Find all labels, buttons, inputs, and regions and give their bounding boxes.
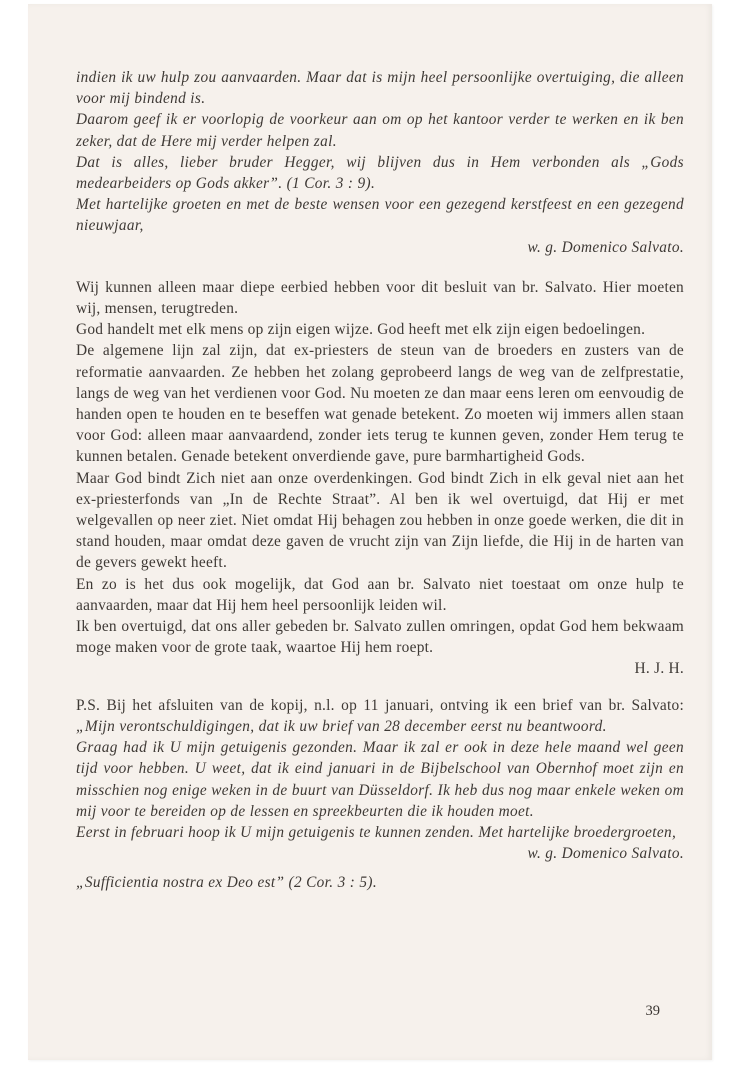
commentary-paragraph: De algemene lijn zal zijn, dat ex-priesters de steun van de broeders en zusters van de reformatie aanvaarden. Ze hebben het zolang geprobeerd langs de weg van de zelfprestatie, langs de weg van het verdienen voor God. Nu moeten ze dan maar eens leren om eenvoudig de handen open te houden en te beseffen wat genade betekent. Zo moeten wij immers allen staan voor God: alleen maar aanvaardend, zonder iets terug te kunnen geven, zonder Hem terug te kunnen betalen. Genade betekent onverdiende gave, pure barmhartigheid Gods.	[76, 342, 684, 466]
letter-paragraph: Met hartelijke groeten en met de beste wensen voor een gezegend kerstfeest en een gezegend nieuwjaar,	[76, 196, 684, 235]
postscript-signature: w. g. Domenico Salvato.	[527, 845, 684, 863]
commentary-paragraph: God handelt met elk mens op zijn eigen wijze. God heeft met elk zijn eigen bedoelingen.	[76, 321, 646, 339]
latin-motto: „Sufficientia nostra ex Deo est” (2 Cor. 3 : 5).	[76, 874, 378, 892]
commentary-paragraph: Maar God bindt Zich niet aan onze overdenkingen. God bindt Zich in elk geval niet aan het ex-priesterfonds van „In de Rechte Straat”. Al ben ik wel overtuigd, dat Hij er met welgevallen op neer ziet. Niet omdat Hij behagen zou hebben in onze goede werken, die dit in stand houden, maar omdat deze gaven de vrucht zijn van Zijn liefde, die Hij in de harten van de gevers gewekt heeft.	[76, 469, 684, 572]
postscript	[76, 695, 684, 894]
postscript-lead: P.S. Bij het afsluiten van de kopij, n.l. op 11 januari, ontving ik een brief van br. Salvato:	[76, 696, 684, 714]
postscript-opening	[76, 695, 684, 737]
letter-excerpt	[76, 67, 684, 258]
postscript-paragraph: Eerst in februari hoop ik U mijn getuigenis te kunnen zenden. Met hartelijke broedergroeten,	[76, 823, 677, 841]
letter-paragraph: Dat is alles, lieber bruder Hegger, wij blijven dus in Hem verbonden als „Gods medearbeiders op Gods akker”. (1 Cor. 3 : 9).	[76, 153, 684, 193]
author-initials: H. J. H.	[634, 660, 684, 678]
page-body	[76, 67, 684, 894]
letter-signature: w. g. Domenico Salvato.	[527, 238, 684, 256]
commentary	[76, 277, 684, 680]
commentary-paragraph: En zo is het dus ook mogelijk, dat God aan br. Salvato niet toestaat om onze hulp te aanvaarden, maar dat Hij hem heel persoonlijk leiden wil.	[76, 575, 684, 614]
commentary-paragraph: Ik ben overtuigd, dat ons aller gebeden br. Salvato zullen omringen, opdat God hem bekwaam moge maken voor de grote taak, waartoe Hij hem roept.	[76, 618, 684, 657]
letter-paragraph: Daarom geef ik er voorlopig de voorkeur aan om op het kantoor verder te werken en ik ben zeker, dat de Here mij verder helpen zal.	[76, 111, 684, 150]
book-page	[28, 4, 712, 1060]
postscript-quote-start: „Mijn verontschuldigingen, dat ik uw brief van 28 december eerst nu beantwoord.	[76, 717, 607, 735]
page-number: 39	[645, 1003, 660, 1019]
commentary-paragraph: Wij kunnen alleen maar diepe eerbied hebben voor dit besluit van br. Salvato. Hier moeten wij, mensen, terugtreden.	[76, 278, 684, 318]
letter-paragraph: indien ik uw hulp zou aanvaarden. Maar dat is mijn heel persoonlijke overtuiging, die alleen voor mij bindend is.	[76, 69, 684, 108]
postscript-paragraph: Graag had ik U mijn getuigenis gezonden. Maar ik zal er ook in deze hele maand wel geen tijd voor hebben. U weet, dat ik eind januari in de Bijbelschool van Obernhof moet zijn en misschien nog enige weken in de buurt van Düsseldorf. Ik heb dus nog maar enkele weken om mij voor te bereiden op de lessen en spreekbeurten die ik houden moet.	[76, 739, 684, 820]
